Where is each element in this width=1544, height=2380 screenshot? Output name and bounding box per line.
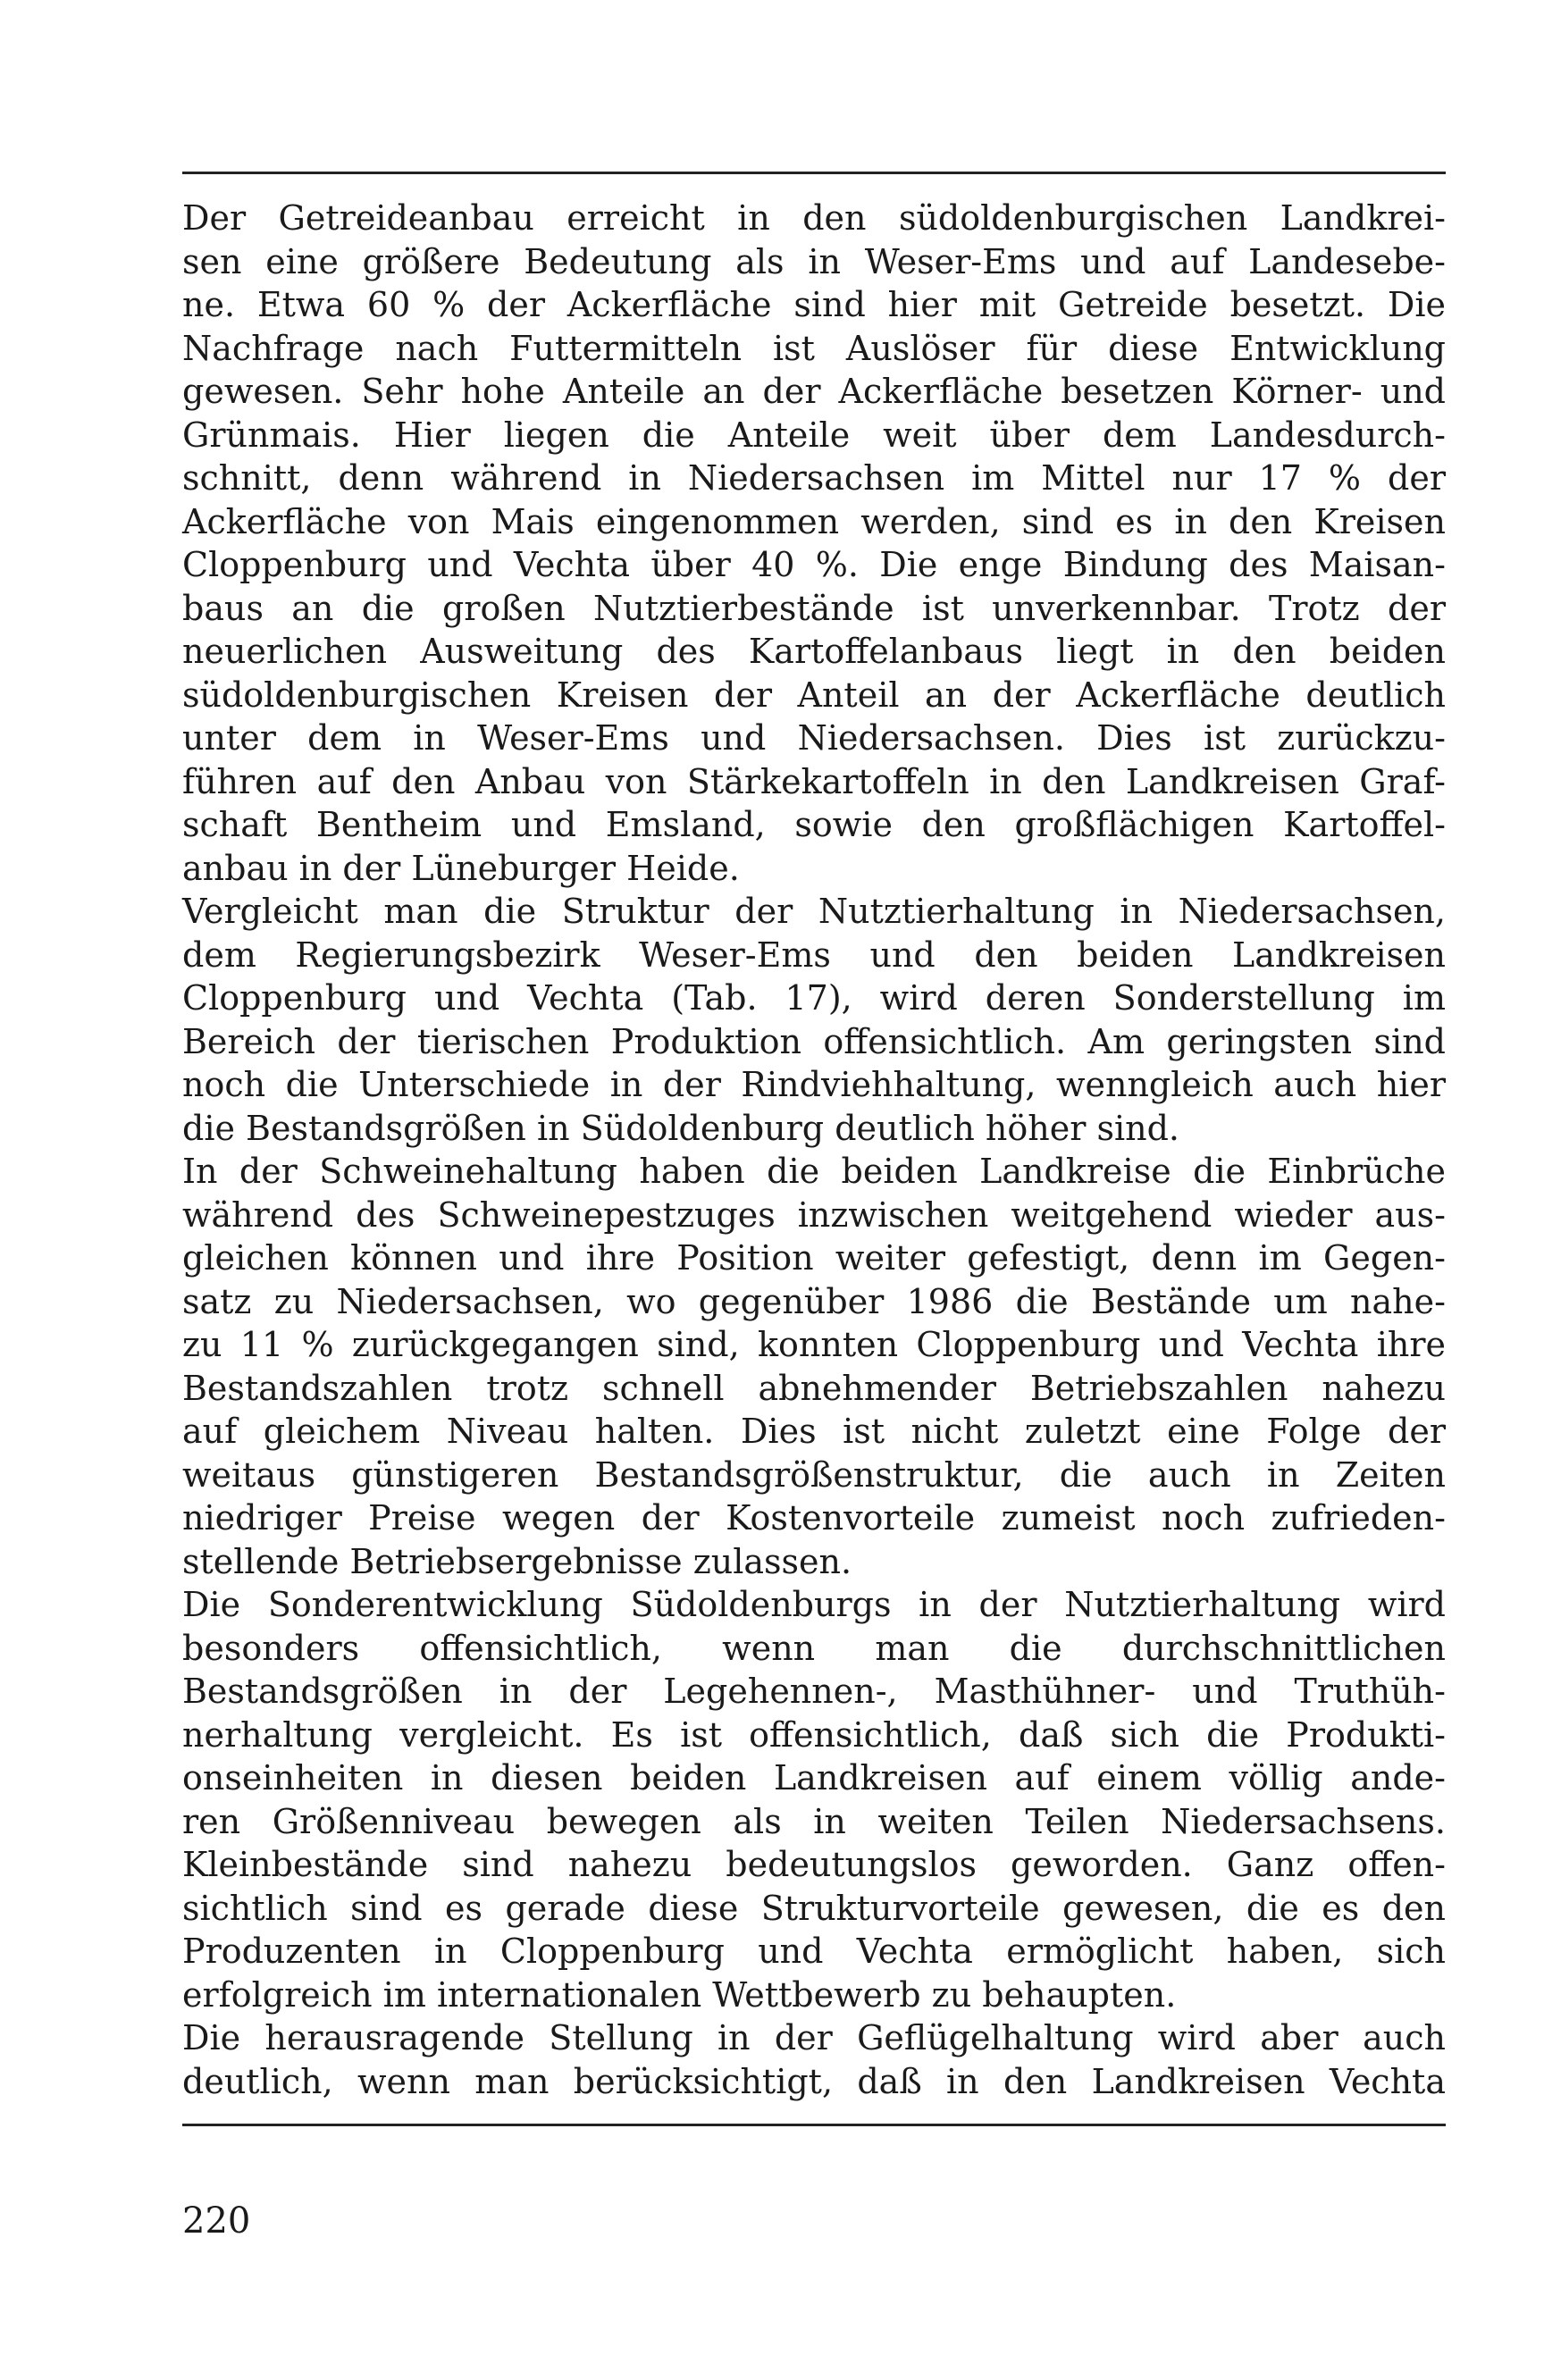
text-line: die Bestandsgrößen in Südoldenburg deutlich höher sind.	[182, 1108, 1179, 1148]
text-line: Cloppenburg und Vechta über 40 %. Die enge Bindung des Maisan-	[182, 545, 1446, 584]
text-line: In der Schweinehaltung haben die beiden Landkreise die Einbrüche	[182, 1152, 1446, 1191]
text-line: schaft Bentheim und Emsland, sowie den großflächigen Kartoffel-	[182, 805, 1446, 844]
text-line: satz zu Niedersachsen, wo gegenüber 1986 die Bestände um nahe-	[182, 1281, 1446, 1321]
page-number: 220	[182, 2200, 251, 2242]
text-line: südoldenburgischen Kreisen der Anteil an der Ackerfläche deutlich	[182, 675, 1446, 715]
text-line: gewesen. Sehr hohe Anteile an der Ackerfläche besetzen Körner- und	[182, 372, 1446, 411]
text-line: zu 11 % zurückgegangen sind, konnten Cloppenburg und Vechta ihre	[182, 1325, 1446, 1364]
text-line: Ackerfläche von Mais eingenommen werden, sind es in den Kreisen	[182, 501, 1446, 541]
text-line: Cloppenburg und Vechta (Tab. 17), wird deren Sonderstellung im	[182, 978, 1446, 1018]
body-text	[182, 197, 1446, 2103]
text-line: weitaus günstigeren Bestandsgrößenstruktur, die auch in Zeiten	[182, 1454, 1446, 1495]
text-line: Der Getreideanbau erreicht in den südoldenburgischen Landkrei-	[182, 198, 1446, 238]
text-line: neuerlichen Ausweitung des Kartoffelanbaus liegt in den beiden	[182, 632, 1446, 671]
paragraph-3	[182, 1150, 1446, 1583]
paragraph-5	[182, 2016, 1446, 2103]
text-line: führen auf den Anbau von Stärkekartoffeln in den Landkreisen Graf-	[182, 761, 1446, 801]
text-line: ne. Etwa 60 % der Ackerfläche sind hier mit Getreide besetzt. Die	[182, 285, 1446, 324]
text-line: onseinheiten in diesen beiden Landkreisen auf einem völlig ande-	[182, 1758, 1446, 1798]
text-line: deutlich, wenn man berücksichtigt, daß in den Landkreisen Vechta	[182, 2061, 1446, 2101]
text-line: sichtlich sind es gerade diese Strukturvorteile gewesen, die es den	[182, 1888, 1446, 1928]
text-line: schnitt, denn während in Niedersachsen im Mittel nur 17 % der	[182, 458, 1446, 498]
text-line: erfolgreich im internationalen Wettbewerb zu behaupten.	[182, 1974, 1177, 2015]
text-line: Bereich der tierischen Produktion offensichtlich. Am geringsten sind	[182, 1021, 1446, 1061]
text-line: Die Sonderentwicklung Südoldenburgs in der Nutztierhaltung wird	[182, 1585, 1446, 1624]
text-line: ren Größenniveau bewegen als in weiten Teilen Niedersachsens.	[182, 1801, 1446, 1841]
text-line: Vergleicht man die Struktur der Nutztierhaltung in Niedersachsen,	[182, 892, 1446, 931]
text-line: Nachfrage nach Futtermitteln ist Auslöser für diese Entwicklung	[182, 328, 1446, 368]
text-line: gleichen können und ihre Position weiter gefestigt, denn im Gegen-	[182, 1238, 1446, 1278]
text-line: nerhaltung vergleicht. Es ist offensichtlich, daß sich die Produkti-	[182, 1714, 1446, 1755]
text-line: besonders offensichtlich, wenn man die durchschnittlichen	[182, 1628, 1446, 1668]
text-line: Die herausragende Stellung in der Geflügelhaltung wird aber auch	[182, 2018, 1446, 2057]
paragraph-2	[182, 890, 1446, 1150]
text-line: noch die Unterschiede in der Rindviehhaltung, wenngleich auch hier	[182, 1065, 1446, 1104]
text-line: Bestandszahlen trotz schnell abnehmender Betriebszahlen nahezu	[182, 1368, 1446, 1408]
paragraph-4	[182, 1583, 1446, 2016]
text-line: auf gleichem Niveau halten. Dies ist nicht zuletzt eine Folge der	[182, 1412, 1446, 1451]
text-line: anbau in der Lüneburger Heide.	[182, 848, 740, 888]
text-line: Bestandsgrößen in der Legehennen-, Masthühner- und Truthüh-	[182, 1672, 1446, 1711]
text-line: Produzenten in Cloppenburg und Vechta ermöglicht haben, sich	[182, 1932, 1446, 1971]
text-line: Grünmais. Hier liegen die Anteile weit über dem Landesdurch-	[182, 415, 1446, 455]
top-rule	[182, 172, 1446, 174]
bottom-rule	[182, 2124, 1446, 2126]
text-line: während des Schweinepestzuges inzwischen weitgehend wieder aus-	[182, 1194, 1446, 1235]
text-line: stellende Betriebsergebnisse zulassen.	[182, 1541, 852, 1581]
text-line: Kleinbestände sind nahezu bedeutungslos geworden. Ganz offen-	[182, 1845, 1446, 1884]
text-line: unter dem in Weser-Ems und Niedersachsen. Dies ist zurückzu-	[182, 718, 1446, 758]
text-line: baus an die großen Nutztierbestände ist unverkennbar. Trotz der	[182, 588, 1446, 628]
paragraph-1	[182, 197, 1446, 890]
text-line: niedriger Preise wegen der Kostenvorteile zumeist noch zufrieden-	[182, 1498, 1446, 1538]
text-line: dem Regierungsbezirk Weser-Ems und den beiden Landkreisen	[182, 934, 1446, 975]
text-line: sen eine größere Bedeutung als in Weser-Ems und auf Landesebe-	[182, 241, 1446, 281]
